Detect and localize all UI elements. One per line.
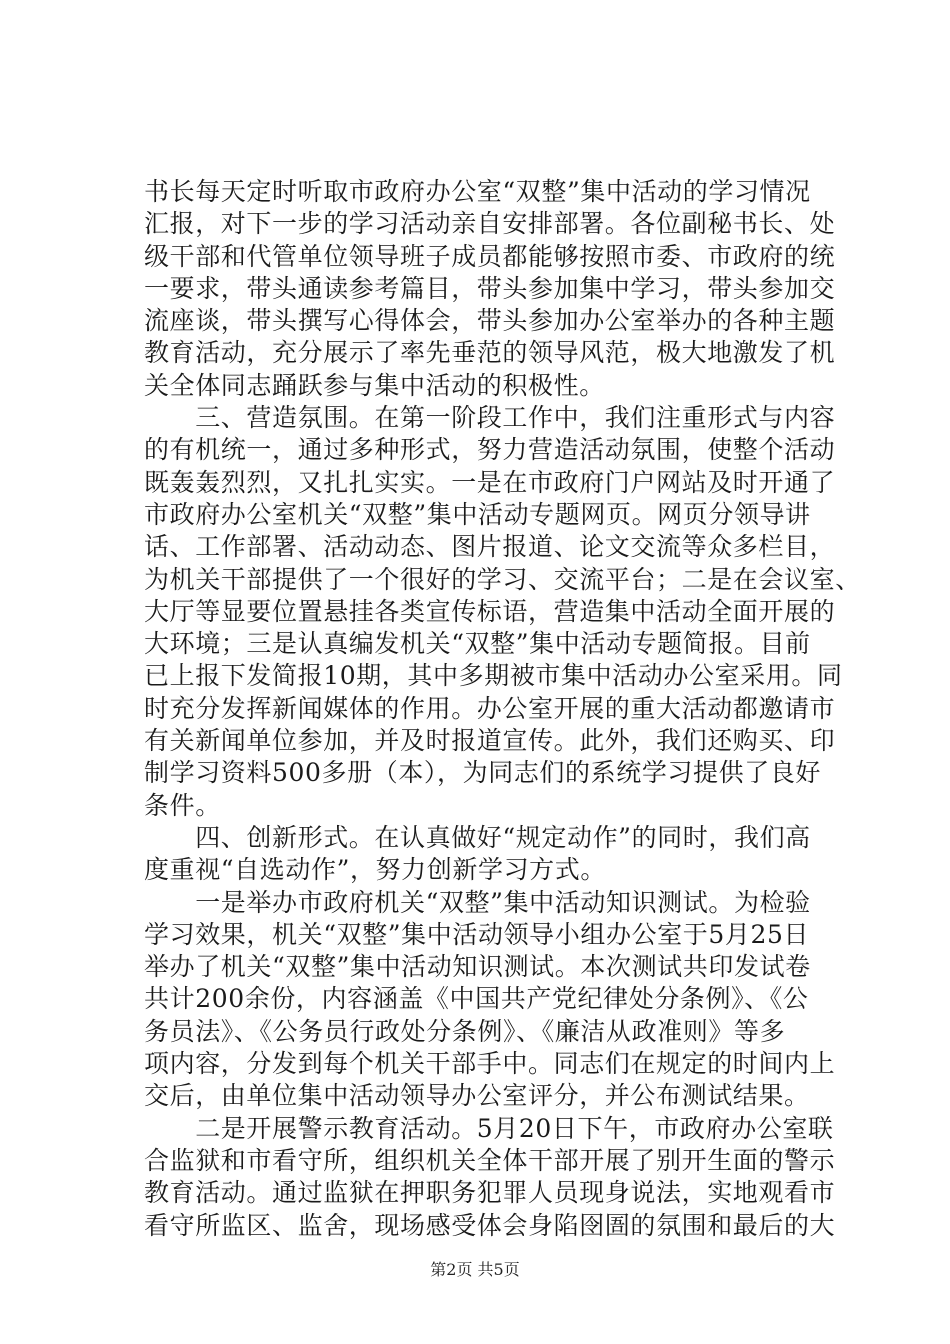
text-line: 交后，由单位集中活动领导办公室评分，并公布测试结果。 xyxy=(144,1081,810,1111)
text-line: 为机关干部提供了一个很好的学习、交流平台；二是在会议室、 xyxy=(144,564,861,594)
text-line: 一要求，带头通读参考篇目，带头参加集中学习，带头参加交 xyxy=(144,273,836,303)
text-line: 合监狱和市看守所，组织机关全体干部开展了别开生面的警示 xyxy=(144,1145,836,1175)
text-line: 已上报下发简报10期，其中多期被市集中活动办公室采用。同 xyxy=(144,661,843,691)
text-line: 教育活动，充分展示了率先垂范的领导风范，极大地激发了机 xyxy=(144,338,836,368)
text-line: 一是举办市政府机关“双整”集中活动知识测试。为检验 xyxy=(144,887,811,917)
text-line: 大厅等显要位置悬挂各类宣传标语，营造集中活动全面开展的 xyxy=(144,596,836,626)
text-line: 流座谈，带头撰写心得体会，带头参加办公室举办的各种主题 xyxy=(144,306,836,336)
text-line: 学习效果，机关“双整”集中活动领导小组办公室于5月25日 xyxy=(144,919,810,949)
body-text xyxy=(144,176,861,1242)
text-line: 务员法》、《公务员行政处分条例》、《廉洁从政准则》等多 xyxy=(144,1016,786,1046)
text-line: 时充分发挥新闻媒体的作用。办公室开展的重大活动都邀请市 xyxy=(144,693,836,723)
text-line: 有关新闻单位参加，并及时报道宣传。此外，我们还购买、印 xyxy=(144,726,836,756)
text-line: 教育活动。通过监狱在押职务犯罪人员现身说法，实地观看市 xyxy=(144,1178,836,1208)
text-line: 举办了机关“双整”集中活动知识测试。本次测试共印发试卷 xyxy=(144,952,811,982)
text-line: 三、营造氛围。在第一阶段工作中，我们注重形式与内容 xyxy=(144,403,836,433)
text-line: 汇报，对下一步的学习活动亲自安排部署。各位副秘书长、处 xyxy=(144,209,836,239)
text-line: 关全体同志踊跃参与集中活动的积极性。 xyxy=(144,370,605,400)
text-line: 大环境；三是认真编发机关“双整”集中活动专题简报。目前 xyxy=(144,629,811,659)
text-line: 二是开展警示教育活动。5月20日下午，市政府办公室联 xyxy=(144,1113,834,1143)
text-line: 话、工作部署、活动动态、图片报道、论文交流等众多栏目， xyxy=(144,532,836,562)
text-line: 四、创新形式。在认真做好“规定动作”的同时，我们高 xyxy=(144,822,811,852)
text-line: 既轰轰烈烈，又扎扎实实。一是在市政府门户网站及时开通了 xyxy=(144,467,836,497)
text-line: 项内容，分发到每个机关干部手中。同志们在规定的时间内上 xyxy=(144,1049,836,1079)
page-number-footer: 第2页 共5页 xyxy=(430,1260,520,1279)
text-line: 度重视“自选动作”，努力创新学习方式。 xyxy=(144,855,606,885)
text-line: 看守所监区、监舍，现场感受体会身陷囹圄的氛围和最后的大 xyxy=(144,1210,836,1240)
text-line: 书长每天定时听取市政府办公室“双整”集中活动的学习情况 xyxy=(144,177,811,206)
text-line: 的有机统一，通过多种形式，努力营造活动氛围，使整个活动 xyxy=(144,435,836,465)
text-line: 级干部和代管单位领导班子成员都能够按照市委、市政府的统 xyxy=(144,241,836,271)
text-line: 市政府办公室机关“双整”集中活动专题网页。网页分领导讲 xyxy=(144,499,811,529)
text-line: 制学习资料500多册（本），为同志们的系统学习提供了良好 xyxy=(144,758,822,788)
text-line: 条件。 xyxy=(144,790,221,820)
text-line: 共计200余份，内容涵盖《中国共产党纪律处分条例》、《公 xyxy=(144,984,809,1014)
